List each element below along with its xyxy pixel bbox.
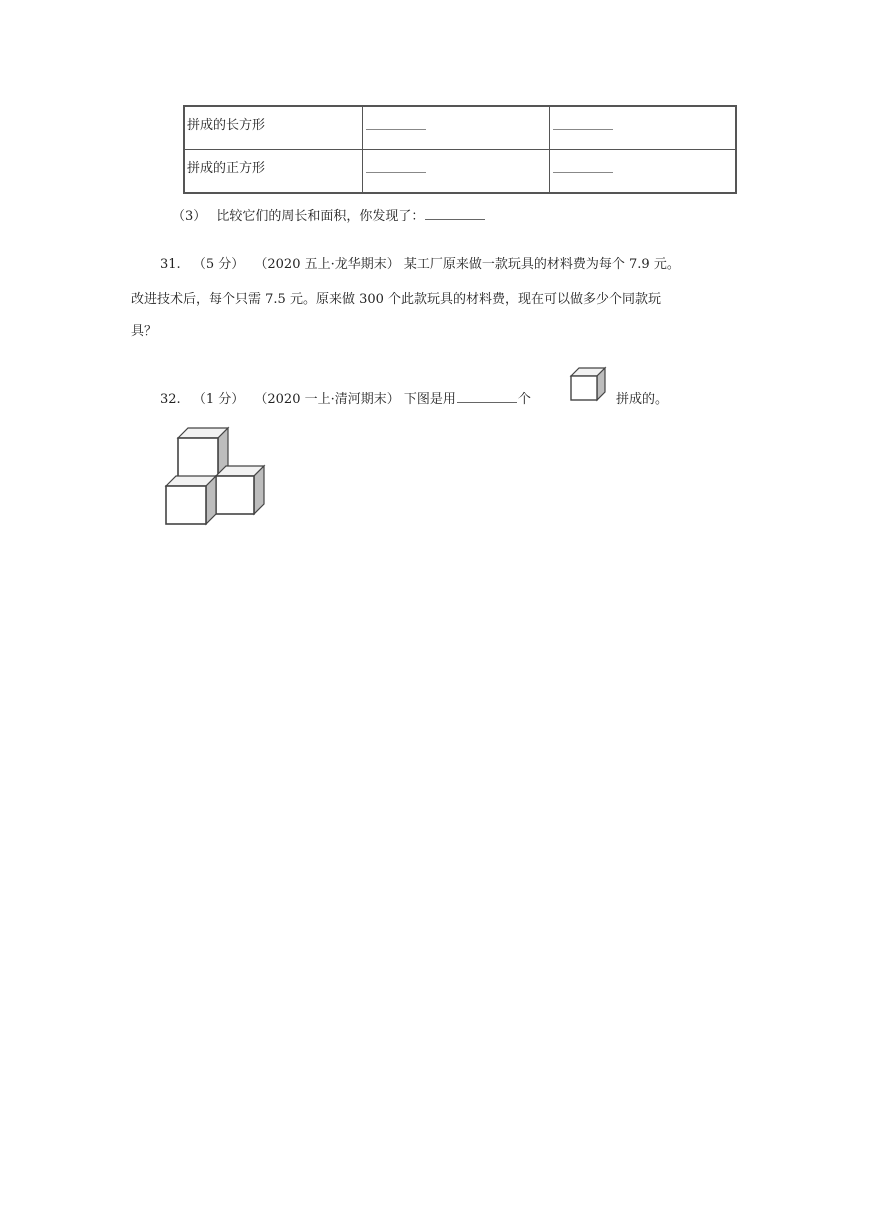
row-label-rectangle: 拼成的长方形 <box>187 118 266 133</box>
question-number: 31. <box>160 257 181 272</box>
question-source: （2020 五上·龙华期末） <box>254 257 400 272</box>
question-31-line-1 <box>160 253 680 272</box>
question-30-part-3 <box>172 205 486 224</box>
cube-top <box>178 428 228 478</box>
table-cell-label <box>184 106 363 150</box>
answer-blank-cell[interactable] <box>363 150 549 194</box>
cube-bottom-left <box>166 476 216 524</box>
table-row <box>184 106 736 150</box>
answer-blank[interactable] <box>366 172 426 173</box>
answer-blank-cell[interactable] <box>549 106 736 150</box>
stacked-cubes-figure <box>162 426 267 528</box>
question-31-line-3 <box>131 320 157 339</box>
question-text: 拼成的。 <box>616 392 669 407</box>
question-text: 改进技术后，每个只需 7.5 元。原来做 300 个此款玩具的材料费，现在可以做多少个同款玩 <box>131 292 662 307</box>
answer-table <box>183 105 737 194</box>
part-number: （3） <box>172 209 207 224</box>
answer-blank[interactable] <box>457 390 517 403</box>
question-score: （5 分） <box>192 257 245 272</box>
answer-blank[interactable] <box>366 129 426 130</box>
question-32-text-end <box>616 388 668 407</box>
question-text-mid: 个 <box>517 392 531 407</box>
table-row <box>184 150 736 194</box>
question-text: 下图是用 <box>403 392 456 407</box>
part-text: 比较它们的周长和面积，你发现了： <box>216 209 425 224</box>
answer-blank[interactable] <box>553 172 613 173</box>
question-31-line-2 <box>131 288 661 307</box>
answer-blank[interactable] <box>553 129 613 130</box>
row-label-square: 拼成的正方形 <box>187 161 266 176</box>
table-cell-label <box>184 150 363 194</box>
question-text: 具？ <box>131 324 158 339</box>
question-text: 某工厂原来做一款玩具的材料费为每个 7.9 元。 <box>403 257 680 272</box>
cube-icon <box>569 366 607 402</box>
answer-blank-cell[interactable] <box>549 150 736 194</box>
question-number: 32. <box>160 392 181 407</box>
question-source: （2020 一上·清河期末） <box>254 392 400 407</box>
cube-bottom-right <box>216 466 264 514</box>
answer-blank-cell[interactable] <box>363 106 549 150</box>
answer-blank[interactable] <box>425 207 485 220</box>
question-score: （1 分） <box>192 392 245 407</box>
question-32-text-start <box>160 388 531 407</box>
